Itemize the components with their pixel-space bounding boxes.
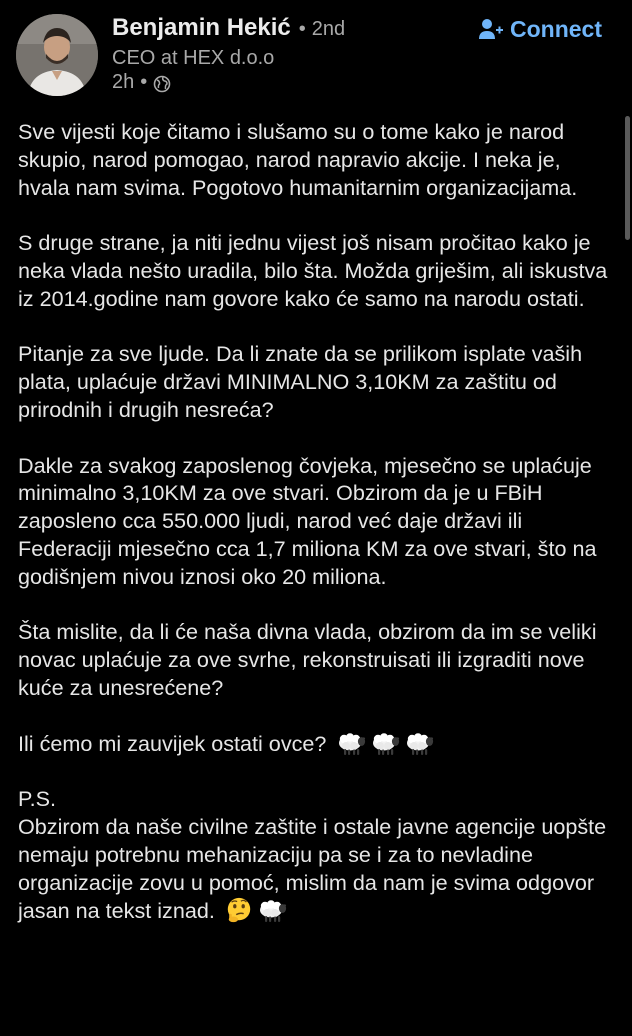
question-text: Ili ćemo mi zauvijek ostati ovce? bbox=[18, 730, 327, 756]
sheep-emoji bbox=[336, 731, 366, 757]
post-time: 2h bbox=[112, 71, 135, 93]
separator-dot: • bbox=[140, 71, 148, 93]
author-name-row bbox=[112, 14, 345, 48]
post-paragraph-ps bbox=[18, 785, 618, 925]
separator-dot: • bbox=[298, 18, 306, 40]
post-paragraph: S druge strane, ja niti jednu vijest još nisam pročitao kako je neka vlada nešto uradila, bilo šta. Možda griješim, ali iskustva iz 2014.godine nam govore kako će samo na narodu ostati. bbox=[18, 230, 608, 311]
author-headline: CEO at HEX d.o.o bbox=[112, 47, 275, 69]
sheep-emoji bbox=[370, 731, 400, 757]
add-person-icon bbox=[478, 17, 504, 43]
post-meta bbox=[112, 71, 171, 94]
scrollbar[interactable] bbox=[625, 116, 630, 240]
sheep-emoji bbox=[257, 898, 287, 924]
post-text bbox=[18, 118, 618, 925]
sheep-emoji bbox=[404, 731, 434, 757]
globe-icon bbox=[153, 75, 171, 93]
connect-label: Connect bbox=[510, 16, 602, 42]
post-paragraph: Sve vijesti koje čitamo i slušamo su o tome kako je narod skupio, narod pomogao, narod napravio akcije. I neka je, hvala nam svima. Pogotovo humanitarnim organizacijama. bbox=[18, 119, 578, 200]
connection-degree: 2nd bbox=[311, 18, 346, 40]
post-paragraph-question bbox=[18, 730, 618, 758]
author-name[interactable]: Benjamin Hekić bbox=[112, 14, 291, 41]
post-paragraph: Dakle za svakog zaposlenog čovjeka, mjesečno se uplaćuje minimalno 3,10KM za ove stvari. Obzirom da je u FBiH zaposleno cca 550.000 ljudi, narod već daje državi ili Federaciji mjesečno cca 1,7 miliona KM za ove stvari, što na godišnjem nivou iznosi oko 20 miliona. bbox=[18, 452, 597, 589]
ps-label: P.S. bbox=[18, 786, 57, 812]
ps-text: Obzirom da naše civilne zaštite i ostale javne agencije uopšte nemaju potrebnu mehanizaciju pa se i za to nevladine organizacije zovu u pomoć, mislim da nam je svima odgovor jasan na tekst iznad. bbox=[18, 813, 607, 924]
thinking-face-emoji bbox=[225, 896, 253, 924]
author-avatar[interactable] bbox=[16, 14, 98, 96]
connect-button[interactable] bbox=[478, 16, 602, 43]
avatar-photo bbox=[16, 14, 98, 96]
post-paragraph: Pitanje za sve ljude. Da li znate da se prilikom isplate vaših plata, uplaćuje državi MINIMALNO 3,10KM za zaštitu od prirodnih i drugih nesreća? bbox=[18, 341, 583, 422]
post-paragraph: Šta mislite, da li će naša divna vlada, obzirom da im se veliki novac uplaćuje za ove svrhe, rekonstruisati ili izgraditi nove kuće za unesrećene? bbox=[18, 619, 597, 700]
post-header bbox=[0, 0, 632, 110]
